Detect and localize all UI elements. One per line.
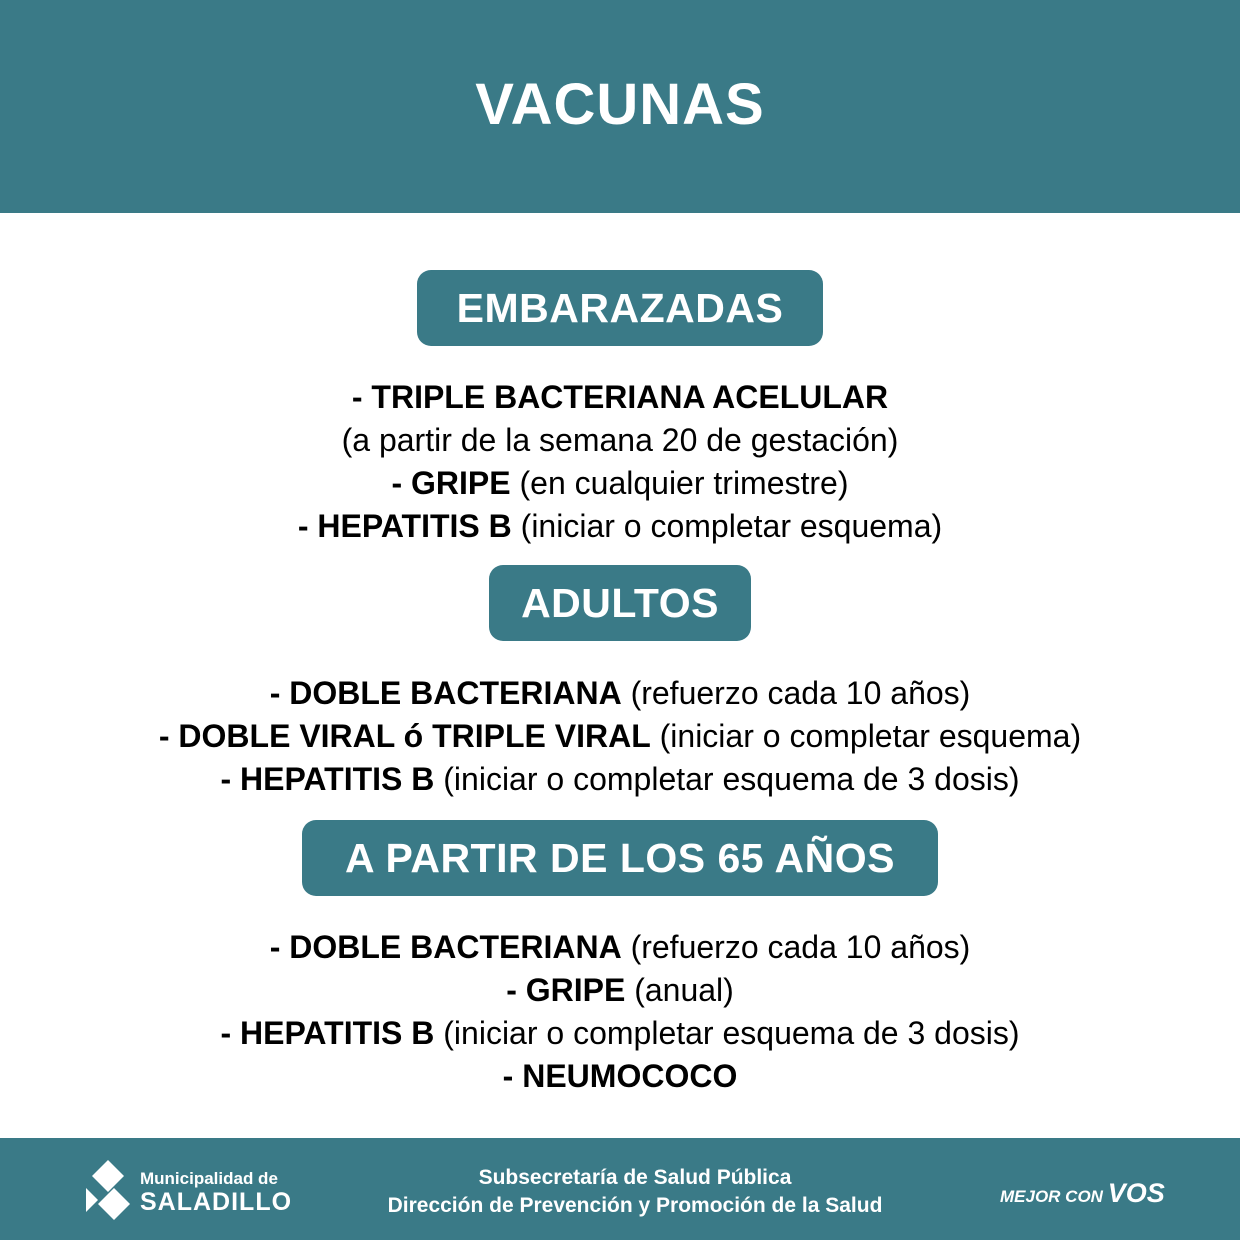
list-item: - NEUMOCOCO	[502, 1058, 738, 1094]
section-title-adultos: ADULTOS	[489, 565, 751, 641]
saladillo-diamond-logo-icon	[84, 1158, 136, 1224]
footer-credit-line-1: Subsecretaría de Salud Pública	[478, 1166, 792, 1189]
footer-banner	[0, 1138, 1240, 1240]
logo-line-2: SALADILLO	[140, 1188, 293, 1216]
section-list-embarazadas	[0, 376, 1240, 548]
footer-credit-line-2: Dirección de Prevención y Promoción de la Salud	[387, 1194, 883, 1217]
section-list-adultos	[0, 672, 1240, 801]
list-item: - DOBLE BACTERIANA (refuerzo cada 10 años)	[269, 929, 971, 965]
list-item: (a partir de la semana 20 de gestación)	[341, 422, 899, 458]
list-item: - GRIPE (en cualquier trimestre)	[391, 465, 849, 501]
section-title-embarazadas: EMBARAZADAS	[417, 270, 823, 346]
list-item: - TRIPLE BACTERIANA ACELULAR	[351, 379, 889, 415]
list-item: - DOBLE BACTERIANA (refuerzo cada 10 años)	[269, 675, 971, 711]
list-item: - DOBLE VIRAL ó TRIPLE VIRAL (iniciar o completar esquema)	[158, 718, 1082, 754]
section-list-65-anos	[0, 926, 1240, 1098]
page-title: VACUNAS	[475, 72, 765, 137]
slogan-part-1: MEJOR CON	[1000, 1187, 1108, 1206]
list-item: - HEPATITIS B (iniciar o completar esquema de 3 dosis)	[220, 761, 1020, 797]
logo-line-1: Municipalidad de	[140, 1169, 278, 1188]
list-item: - HEPATITIS B (iniciar o completar esquema de 3 dosis)	[220, 1015, 1020, 1051]
list-item: - HEPATITIS B (iniciar o completar esquema)	[297, 508, 943, 544]
header-banner	[0, 0, 1240, 213]
section-title-65-anos: A PARTIR DE LOS 65 AÑOS	[302, 820, 938, 896]
slogan	[1000, 1178, 1165, 1209]
footer-credits	[330, 1164, 940, 1220]
list-item: - GRIPE (anual)	[506, 972, 734, 1008]
slogan-part-2: VOS	[1107, 1178, 1165, 1208]
municipality-logo-text	[140, 1170, 292, 1215]
